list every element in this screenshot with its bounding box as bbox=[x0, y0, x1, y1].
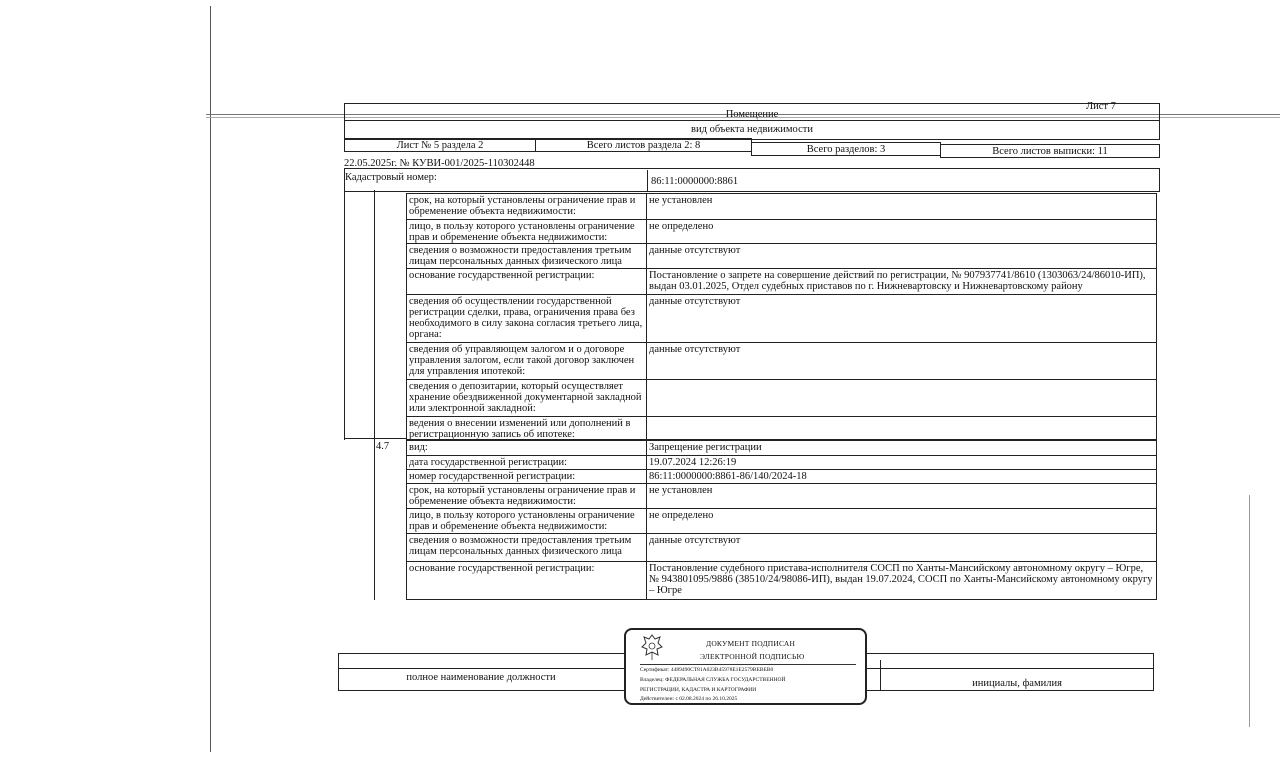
cadastral-label: Кадастровый номер: bbox=[345, 172, 437, 183]
block1-value bbox=[646, 416, 1157, 440]
block1-label: ведения о внесении изменений или дополнений в регистрационную запись об ипотеке: bbox=[406, 416, 647, 440]
stamp-owner2: РЕГИСТРАЦИИ, КАДАСТРА И КАРТОГРАФИИ bbox=[640, 687, 757, 693]
table-left-line bbox=[344, 190, 345, 440]
block2-label: вид: bbox=[406, 440, 647, 456]
block2-value: Запрещение регистрации bbox=[646, 440, 1157, 456]
stamp-owner: Владелец: ФЕДЕРАЛЬНАЯ СЛУЖБА ГОСУДАРСТВЕННОЙ bbox=[640, 677, 786, 683]
block2-label: дата государственной регистрации: bbox=[406, 455, 647, 470]
object-title: Помещение bbox=[725, 109, 779, 120]
block1-value: данные отсутствуют bbox=[646, 243, 1157, 269]
scan-right-edge bbox=[1249, 495, 1250, 727]
total-section-sheets: Всего листов раздела 2: 8 bbox=[535, 138, 752, 152]
block2-number: 4.7 bbox=[376, 441, 390, 452]
block2-label: лицо, в пользу которого установлены ограничение прав и обременение объекта недвижимости: bbox=[406, 508, 647, 534]
total-sheets: Всего листов выписки: 11 bbox=[940, 144, 1160, 158]
stamp-line2: ЭЛЕКТРОННОЙ ПОДПИСЬЮ bbox=[700, 652, 805, 661]
object-type: вид объекта недвижимости bbox=[691, 124, 813, 135]
block2-value: 86:11:0000000:8861-86/140/2024-18 bbox=[646, 469, 1157, 484]
stamp-cert: Сертификат: 4489490СТ81А023В45978Е1Е2579ВЕВЕВ0 bbox=[640, 667, 774, 673]
block1-value: Постановление о запрете на совершение действий по регистрации, № 907937741/8610 (1303063/24/86010-ИП), выдан 03.01.2025, Отдел судебных приставов по г. Нижневартовску и Нижневартовскому району bbox=[646, 268, 1157, 295]
block2-label: номер государственной регистрации: bbox=[406, 469, 647, 484]
block2-value: не установлен bbox=[646, 483, 1157, 509]
block2-value: не определено bbox=[646, 508, 1157, 534]
block2-value: Постановление судебного пристава-исполнителя СОСП по Ханты-Мансийскому автономному округу – Югре, № 943801095/9886 (38510/24/98086-ИП), выдан 19.07.2024, СОСП по Ханты-Мансийскому автономному округу – Югре bbox=[646, 561, 1157, 600]
block1-label: сведения об осуществлении государственной регистрации сделки, права, ограничения права без необходимого в силу закона согласия третьего лица, органа: bbox=[406, 294, 647, 343]
extract-date-number: 22.05.2025г. № КУВИ-001/2025-110302448 bbox=[344, 158, 535, 169]
block1-label: сведения об управляющем залогом и о договоре управления залогом, если такой договор заключен для управления ипотекой: bbox=[406, 342, 647, 380]
name-label: инициалы, фамилия bbox=[972, 678, 1062, 689]
e-signature-stamp bbox=[624, 628, 867, 705]
section-sheet: Лист № 5 раздела 2 bbox=[344, 138, 536, 152]
total-sections: Всего разделов: 3 bbox=[751, 142, 941, 156]
block2-value: 19.07.2024 12:26:19 bbox=[646, 455, 1157, 470]
block1-value: данные отсутствуют bbox=[646, 342, 1157, 380]
num-col-line bbox=[374, 190, 375, 600]
block1-label: срок, на который установлены ограничение прав и обременение объекта недвижимости: bbox=[406, 193, 647, 220]
sheet-number: Лист 7 bbox=[1086, 101, 1116, 112]
block1-value bbox=[646, 379, 1157, 417]
block1-label: сведения о возможности предоставления третьим лицам персональных данных физического лица bbox=[406, 243, 647, 269]
block1-value: не установлен bbox=[646, 193, 1157, 220]
block1-value: данные отсутствуют bbox=[646, 294, 1157, 343]
block1-value: не определено bbox=[646, 219, 1157, 244]
cadastral-value: 86:11:0000000:8861 bbox=[651, 176, 739, 187]
block1-label: сведения о депозитарии, который осуществляет хранение обездвиженной документарной закладной или электронной закладной: bbox=[406, 379, 647, 417]
block2-label: основание государственной регистрации: bbox=[406, 561, 647, 600]
block1-label: основание государственной регистрации: bbox=[406, 268, 647, 295]
block2-value: данные отсутствуют bbox=[646, 533, 1157, 562]
stamp-line1: ДОКУМЕНТ ПОДПИСАН bbox=[706, 639, 796, 648]
cadastral-box bbox=[344, 168, 1160, 192]
position-label: полное наименование должности bbox=[406, 672, 556, 683]
stamp-valid: Действителен: с 02.08.2024 по 26.10.2025 bbox=[640, 696, 738, 702]
block2-label: сведения о возможности предоставления третьим лицам персональных данных физического лица bbox=[406, 533, 647, 562]
block1-label: лицо, в пользу которого установлены ограничение прав и обременение объекта недвижимости: bbox=[406, 219, 647, 244]
block2-label: срок, на который установлены ограничение прав и обременение объекта недвижимости: bbox=[406, 483, 647, 509]
emblem-icon bbox=[640, 633, 664, 661]
